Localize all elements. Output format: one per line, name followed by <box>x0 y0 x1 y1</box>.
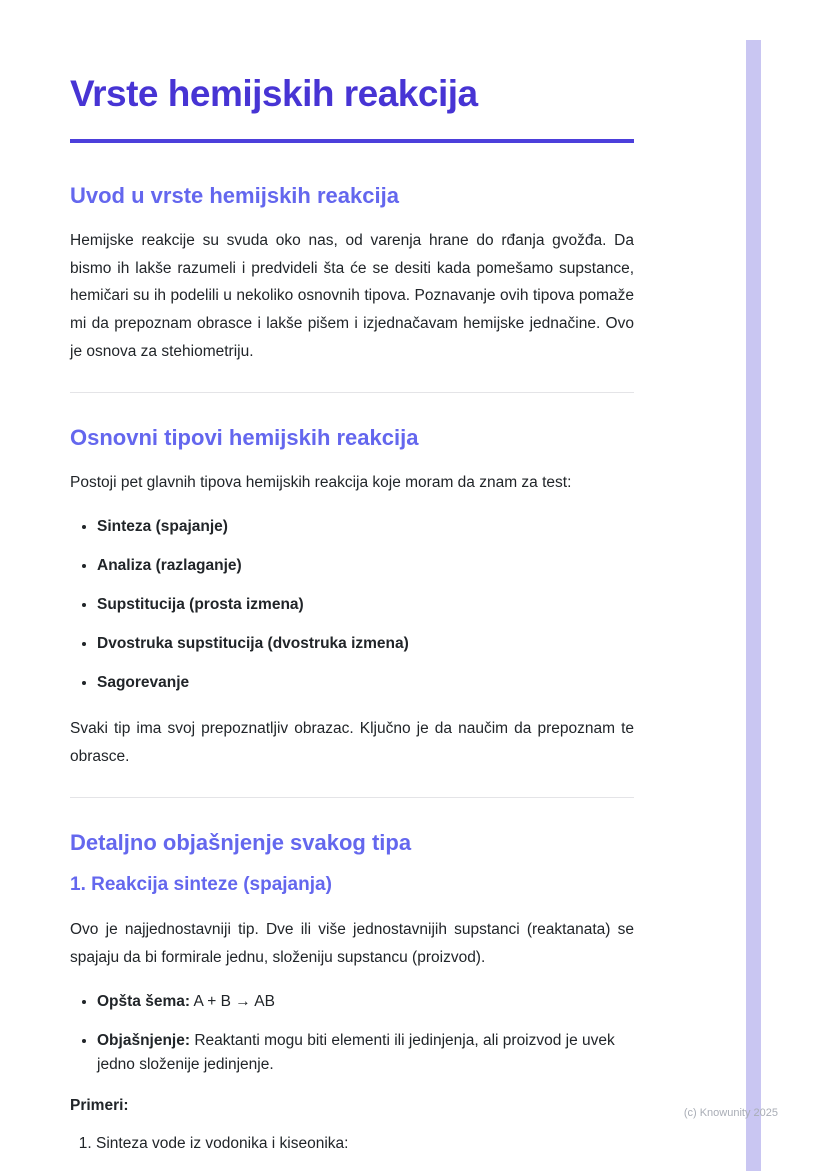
list-item <box>97 990 634 1014</box>
bullet-label: Opšta šema: <box>97 992 191 1010</box>
reaction-types-list <box>70 515 634 695</box>
list-item <box>97 1029 634 1077</box>
synthesis-paragraph: Ovo je najjednostavniji tip. Dve ili više jednostavnijih supstanci (reaktanata) se spajaju da bi formirale jednu, složeniju supstancu (proizvod). <box>70 920 634 966</box>
title-rule <box>70 139 634 143</box>
types-outro-paragraph: Svaki tip ima svoj prepoznatljiv obrazac. Ključno je da naučim da prepoznam te obrasce. <box>70 720 634 765</box>
synthesis-subheading: 1. Reakcija sinteze (spajanja) <box>70 873 332 895</box>
section-divider <box>70 392 634 393</box>
examples-list <box>70 1131 634 1157</box>
section-divider <box>70 797 634 798</box>
intro-paragraph: Hemijske reakcije su svuda oko nas, od varenja hrane do rđanja gvožđa. Da bismo ih lakše razumeli i predvideli šta će se desiti kada pomešamo supstance, hemičari su ih podelili u nekoliko osnovnih tipova. Poznavanje ovih tipova pomaže mi da prepoznam obrasce i lakše pišem i izjednačavam hemijske jednačine. Ovo je osnova za stehiometriju. <box>70 231 634 361</box>
bullet-text: A + B → AB <box>193 992 275 1010</box>
list-item: • Sagorevanje <box>97 671 634 695</box>
list-item: • Sinteza (spajanje) <box>97 515 634 539</box>
intro-heading: Uvod u vrste hemijskih reakcija <box>70 182 399 208</box>
detail-heading: Detaljno objašnjenje svakog tipa <box>70 829 412 855</box>
bullet-label: Objašnjenje: <box>97 1031 191 1049</box>
examples-label: Primeri: <box>70 1096 129 1114</box>
types-intro-paragraph: Postoji pet glavnih tipova hemijskih reakcija koje moram da znam za test: <box>70 474 572 492</box>
synthesis-bullet-list <box>70 990 634 1077</box>
watermark: (c) Knowunity 2025 <box>683 1107 778 1119</box>
bullet-text: Reaktanti mogu biti elementi ili jedinjenja, ali proizvod je uvek jedno složenije jedinjenje. <box>97 1031 615 1073</box>
page-title: Vrste hemijskih reakcija <box>70 73 478 114</box>
section-types <box>70 425 634 771</box>
list-item: • Supstitucija (prosta izmena) <box>97 593 634 617</box>
list-item: • Analiza (razlaganje) <box>97 554 634 578</box>
section-intro <box>70 183 634 366</box>
section-detail <box>70 830 634 1157</box>
types-heading: Osnovni tipovi hemijskih reakcija <box>70 425 419 451</box>
accent-strip <box>746 40 761 1171</box>
example-item: 1. Sinteza vode iz vodonika i kiseonika: <box>96 1131 634 1157</box>
list-item: • Dvostruka supstitucija (dvostruka izmena) <box>97 632 634 656</box>
